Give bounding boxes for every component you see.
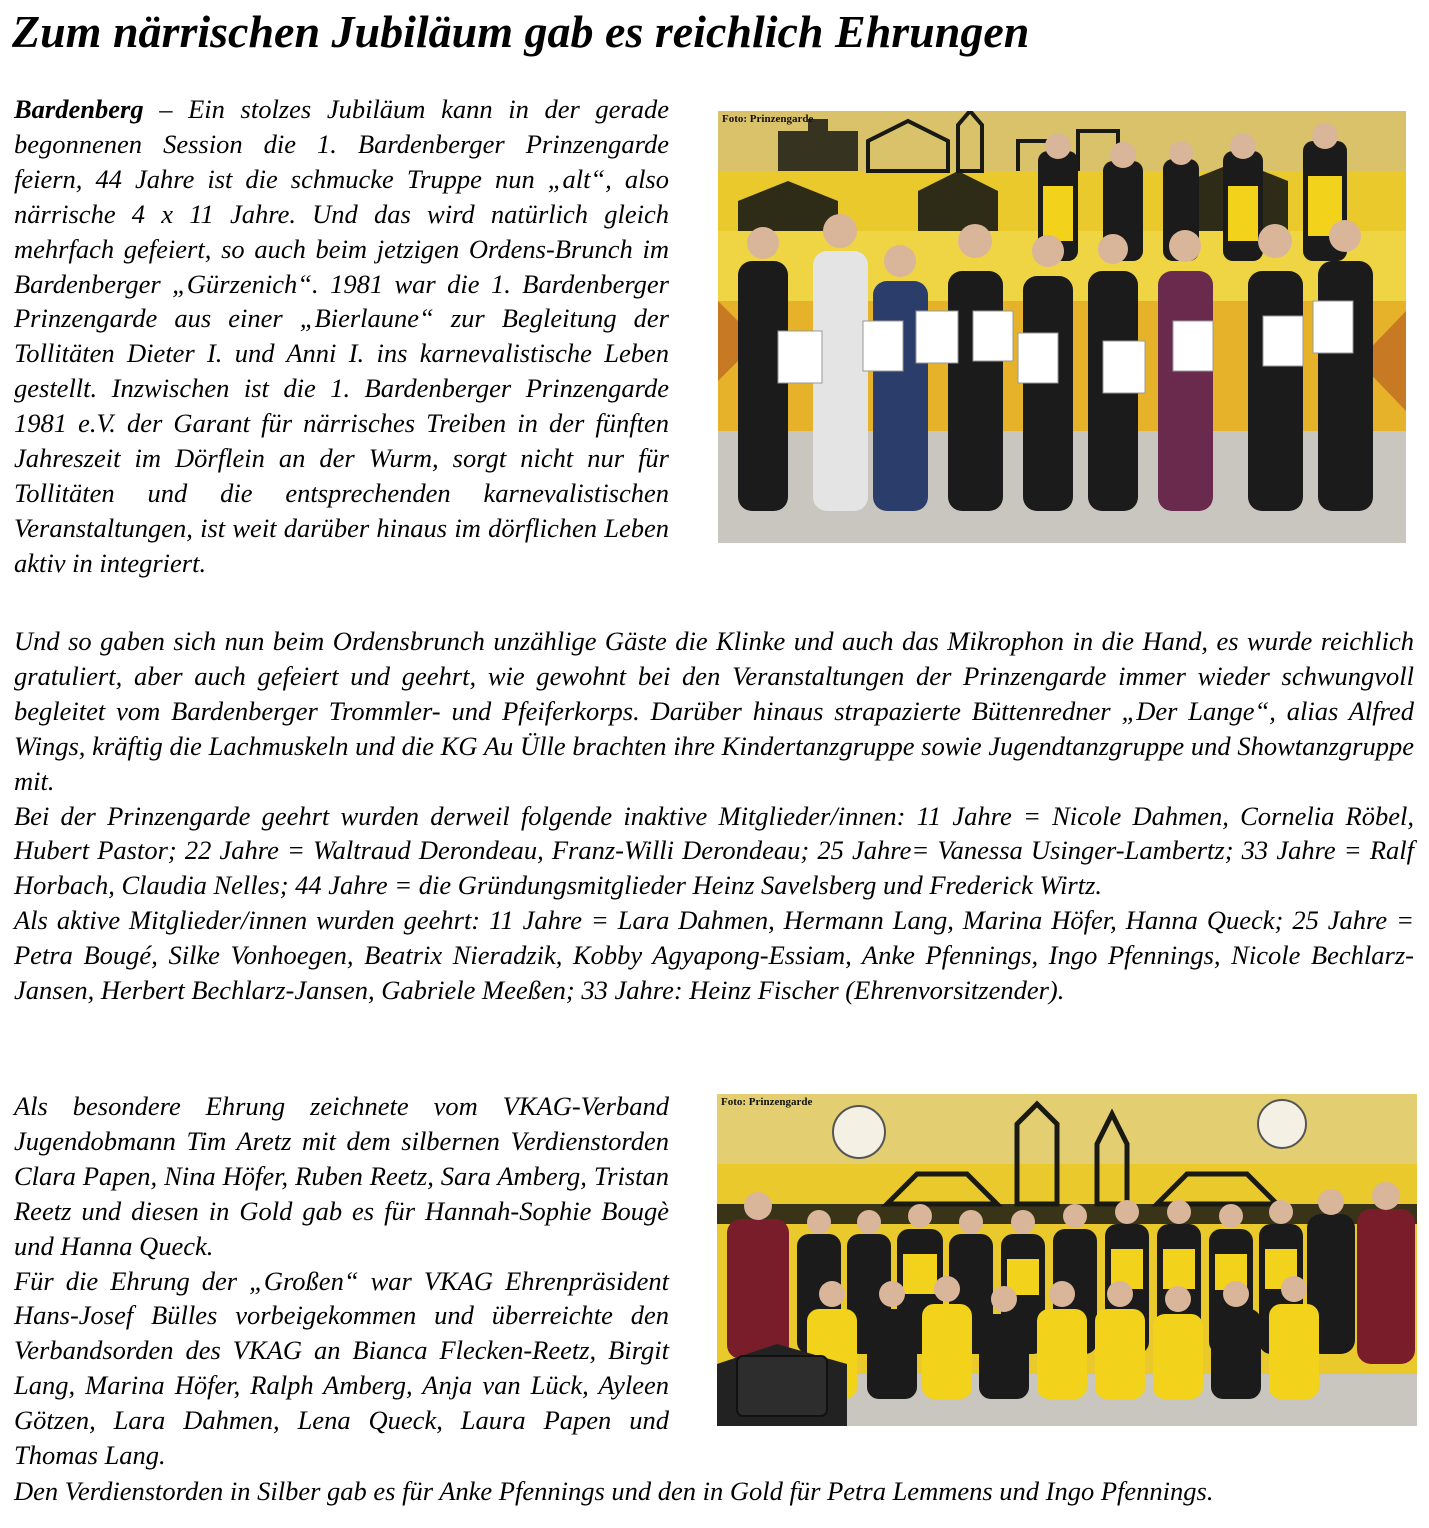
paragraph-closing: Den Verdienstorden in Silber gab es für Anke Pfennings und den in Gold für Petra Lemmens und Ingo Pfennings.: [14, 1476, 1214, 1506]
paragraph-vkag-adults: Für die Ehrung der „Großen“ war VKAG Ehrenpräsident Hans-Josef Bülles vorbeigekommen und überreichte den Verbandsorden des VKAG an Bianca Flecken-Reetz, Birgit Lang, Marina Höfer, Ralph Amberg, Anja van Lück, Ayleen Götzen, Lara Dahmen, Lena Queck, Laura Papen und Thomas Lang.: [14, 1265, 669, 1471]
photo-honorees: [718, 111, 1406, 543]
intro-paragraph: [14, 92, 669, 581]
photo-honorees-credit: Foto: Prinzengarde: [722, 113, 814, 125]
paragraph-vkag-youth: Als besondere Ehrung zeichnete vom VKAG-Verband Jugendobmann Tim Aretz mit dem silbernen Verdienstorden Clara Papen, Nina Höfer, Ruben Reetz, Sara Amberg, Tristan Reetz und diesen in Gold gab es für Hannah-Sophie Bougè und Hanna Queck.: [14, 1091, 669, 1261]
paragraph-brunch: Und so gaben sich nun beim Ordensbrunch unzählige Gäste die Klinke und auch das Mikrophon in die Hand, es wurde reichlich gratuliert, aber auch gefeiert und geehrt, wie gewohnt bei den Veranstaltungen der Prinzengarde immer wieder schwungvoll begleitet vom Bardenberger Trommler- und Pfeiferkorps. Darüber hinaus strapazierte Büttenredner „Der Lange“, alias Alfred Wings, kräftig die Lachmuskeln und die KG Au Ülle brachten ihre Kindertanzgruppe sowie Jugendtanzgruppe und Showtanzgruppe mit.: [14, 626, 1414, 796]
article-title: Zum närrischen Jubiläum gab es reichlich Ehrungen: [12, 6, 1030, 57]
intro-text: – Ein stolzes Jubiläum kann in der gerade begonnenen Session die 1. Bardenberger Prinzengarde feiern, 44 Jahre ist die schmucke Truppe nun „alt“, also närrische 4 x 11 Jahre. Und das wird natürlich gleich mehrfach gefeiert, so auch beim jetzigen Ordens-Brunch im Bardenberger „Gürzenich“. 1981 war die 1. Bardenberger Prinzengarde aus einer „Bierlaune“ zur Begleitung der Tollitäten Dieter I. und Anni I. ins karnevalistische Leben gestellt. Inzwischen ist die 1. Bardenberger Prinzengarde 1981 e.V. der Garant für närrisches Treiben in der fünften Jahreszeit im Dörflein an der Wurm, sorgt nicht nur für Tollitäten und die entsprechenden karnevalistischen Veranstaltungen, ist weit darüber hinaus im dörflichen Leben aktiv in integriert.: [14, 94, 669, 578]
vkag-paragraphs: [14, 1089, 669, 1473]
body-paragraphs: [14, 624, 1414, 1008]
photo-stage-group: [717, 1094, 1417, 1426]
paragraph-inactive-members: Bei der Prinzengarde geehrt wurden derweil folgende inaktive Mitglieder/innen: 11 Jahre = Nicole Dahmen, Cornelia Röbel, Hubert Pastor; 22 Jahre = Waltraud Derondeau, Franz-Willi Derondeau; 25 Jahre= Vanessa Usinger-Lambertz; 33 Jahre = Ralf Horbach, Claudia Nelles; 44 Jahre = die Gründungsmitglieder Heinz Savelsberg und Frederick Wirtz.: [14, 800, 1414, 901]
photo-stage-group-illustration: [717, 1094, 1417, 1426]
photo-honorees-illustration: [718, 111, 1406, 543]
closing-paragraph: [14, 1474, 1419, 1509]
paragraph-active-members: Als aktive Mitglieder/innen wurden geehrt: 11 Jahre = Lara Dahmen, Hermann Lang, Marina Höfer, Hanna Queck; 25 Jahre = Petra Bougé, Silke Vonhoegen, Beatrix Nieradzik, Kobby Agyapong-Essiam, Anke Pfennings, Ingo Pfennings, Nicole Bechlarz-Jansen, Herbert Bechlarz-Jansen, Gabriele Meeßen; 33 Jahre: Heinz Fischer (Ehrenvorsitzender).: [14, 905, 1414, 1006]
lead-place: Bardenberg: [14, 94, 144, 124]
photo-stage-group-credit: Foto: Prinzengarde: [721, 1096, 813, 1108]
